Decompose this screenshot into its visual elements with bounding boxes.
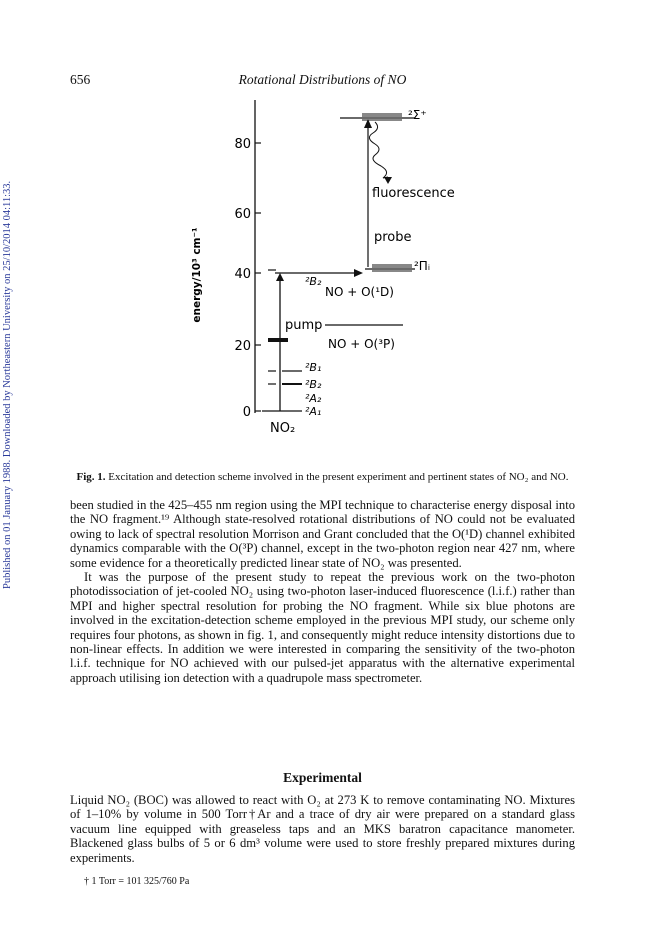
fluorescence-arrowhead bbox=[384, 177, 392, 184]
figure-caption bbox=[70, 470, 575, 484]
a2-label: ²A₂ bbox=[305, 392, 322, 405]
no-o1d-label: NO + O(¹D) bbox=[325, 285, 394, 299]
sigma-label: ²Σ⁺ bbox=[408, 108, 427, 122]
b1-label: ²B₁ bbox=[305, 361, 322, 374]
pump-upper-arrowhead bbox=[354, 269, 363, 277]
y-tick-label-80: 80 bbox=[234, 137, 251, 152]
energy-level-figure bbox=[150, 95, 590, 470]
a1-label: ²A₁ bbox=[305, 405, 322, 418]
caption-label: Fig. 1. bbox=[76, 471, 106, 483]
pump-arrowhead bbox=[276, 273, 284, 281]
energy-diagram bbox=[150, 95, 590, 470]
caption-text: Excitation and detection scheme involved in the present experiment and pertinent states of NO₂ and NO. bbox=[108, 471, 569, 483]
y-axis-label: energy/10³ cm⁻¹ bbox=[191, 227, 203, 323]
section-heading-experimental: Experimental bbox=[283, 770, 362, 785]
page-number: 656 bbox=[70, 72, 91, 87]
b2-upper-label: ²B₂ bbox=[305, 275, 322, 288]
pump-label: pump bbox=[285, 318, 323, 333]
y-tick-label-0: 0 bbox=[242, 405, 251, 420]
fluorescence-label: fluorescence bbox=[372, 186, 455, 201]
no-o3p-label: NO + O(³P) bbox=[328, 337, 395, 351]
experimental-text bbox=[70, 793, 575, 865]
body-paragraph-2: It was the purpose of the present study to repeat the previous work on the two-photon photodissociation of jet-cooled NO₂ using two-photon laser-induced fluorescence (l.i.f.) rather than MPI and higher spectral resolution for probing the NO fragment. While six blue photons are involved in the excitation-detection scheme employed in the previous MPI study, our scheme only requires four photons, as shown in fig. 1, and consequently might reduce intensity distortions due to non-linear effects. In addition we were interested in comparing the sensitivity of the two-photon l.i.f. technique for NO achieved with our pulsed-jet apparatus with the alternative experimental approach utilising ion detection with a quadrupole mass spectrometer. bbox=[70, 570, 575, 685]
footnote: † 1 Torr = 101 325/760 Pa bbox=[84, 876, 190, 887]
y-tick-label-40: 40 bbox=[234, 267, 251, 282]
download-watermark: Published on 01 January 1988. Downloaded by Northeastern University on 25/10/2014 04:11:33. bbox=[2, 180, 13, 590]
y-tick-label-60: 60 bbox=[234, 207, 251, 222]
running-title: Rotational Distributions of NO bbox=[238, 72, 407, 87]
body-paragraph-1: been studied in the 425–455 nm region using the MPI technique to characterise energy disposal into the NO fragment.¹⁹ Although state-resolved rotational distributions of NO could not be evaluated owing to lack of spectral resolution Morrison and Grant concluded that the O(¹D) channel exhibited dynamics comparable with the O(³P) channel, except in the two-photon region near 427 nm, where some evidence for a theoretically predicted linear state of NO₂ was presented. bbox=[70, 498, 575, 570]
page-header bbox=[70, 72, 575, 90]
experimental-paragraph-1: Liquid NO₂ (BOC) was allowed to react with O₂ at 273 K to remove contaminating NO. Mixtures of 1–10% by volume in 500 Torr†Ar and a trace of dry air were prepared on a standard glass vacuum line equipped with greaseless taps and an MKS baratron capacitance manometer. Blackened glass bulbs of 5 or 6 dm³ volume were used to store freshly prepared mixtures during experiments. bbox=[70, 793, 575, 865]
b2-lower-label: ²B₂ bbox=[305, 378, 322, 391]
pi-label: ²Πᵢ bbox=[414, 259, 430, 273]
pump-intermediate-marker bbox=[268, 338, 288, 342]
y-tick-label-20: 20 bbox=[234, 339, 251, 354]
fluorescence-wavy-arrow bbox=[369, 122, 388, 178]
body-text bbox=[70, 498, 575, 685]
probe-label: probe bbox=[374, 230, 412, 245]
no2-label: NO₂ bbox=[270, 421, 296, 436]
